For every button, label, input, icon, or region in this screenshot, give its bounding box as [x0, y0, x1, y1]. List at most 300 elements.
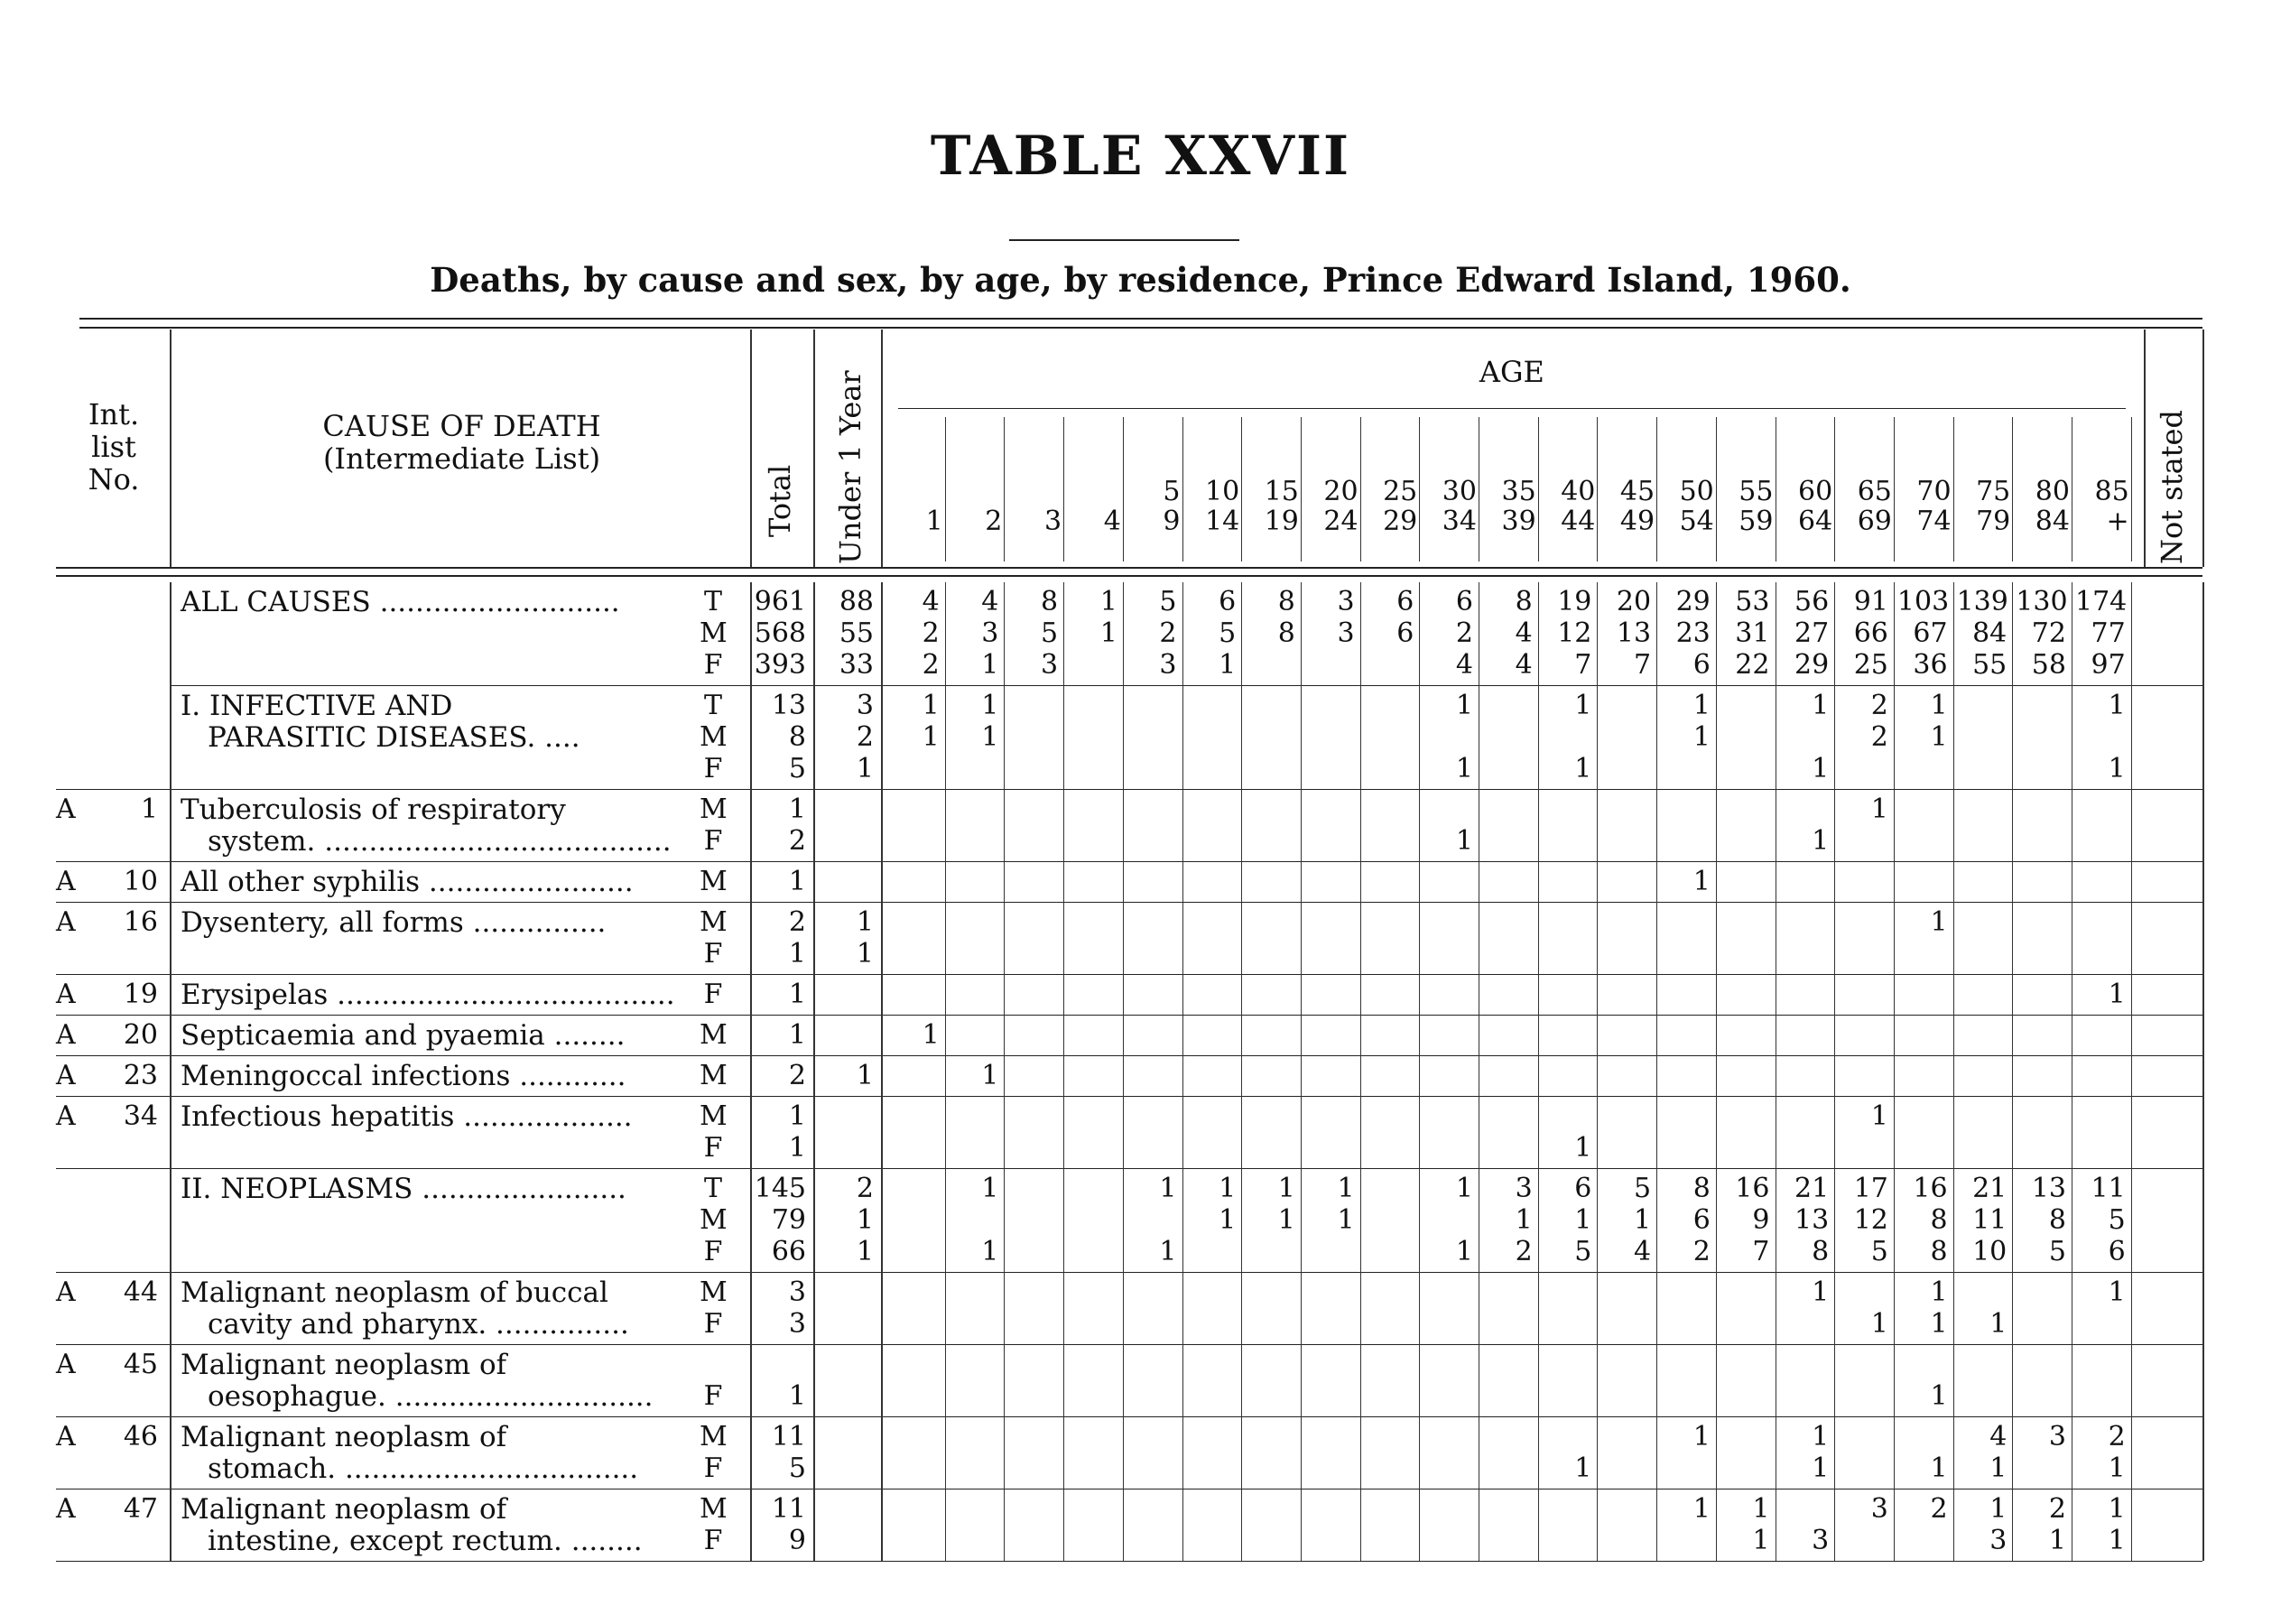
age-body-rule: [1123, 582, 1124, 1561]
age-value: 1: [1870, 1308, 1888, 1340]
row-separator: [172, 685, 2202, 686]
total-value: 1: [788, 1100, 806, 1132]
age-value: 1: [1870, 1100, 1888, 1132]
age-value: 1: [1337, 1204, 1355, 1236]
cause-of-death: Erysipelas ......................................: [181, 979, 675, 1011]
age-body-rule: [1419, 582, 1420, 1561]
age-value: 1: [1930, 690, 1948, 721]
cause-of-death: Dysentery, all forms ...............: [181, 906, 607, 939]
age-value: 2: [1515, 1236, 1533, 1267]
age-group-header: 80 84: [2035, 476, 2070, 537]
sex-code: M: [700, 1421, 728, 1452]
under-1-value: 55: [839, 617, 874, 649]
body-divider: [813, 582, 815, 1561]
header-divider: [2202, 329, 2204, 567]
total-value: 2: [788, 1060, 806, 1091]
int-list-letter: A: [56, 1493, 76, 1525]
age-value: 3: [1337, 586, 1355, 617]
age-value: 5: [1870, 1236, 1888, 1267]
age-value: 21: [1794, 1173, 1830, 1204]
row-separator: [56, 974, 2202, 975]
total-value: 568: [754, 617, 806, 649]
under-1-value: 3: [856, 690, 874, 721]
age-value: 1: [1812, 1421, 1830, 1452]
age-group-header: 35 39: [1501, 476, 1536, 537]
under-1-year-header: Under 1 Year: [833, 370, 867, 564]
row-separator: [56, 902, 2202, 903]
cause-of-death: II. NEOPLASMS .......................: [181, 1173, 626, 1205]
age-value: 174: [2075, 586, 2128, 617]
age-value: 6: [1574, 1173, 1592, 1204]
row-separator: [56, 1272, 2202, 1273]
age-column-rule: [1597, 417, 1598, 561]
age-value: 12: [1853, 1204, 1888, 1236]
age-value: 8: [1930, 1236, 1948, 1267]
age-value: 20: [1616, 586, 1652, 617]
total-value: 11: [771, 1421, 806, 1452]
sex-code: F: [703, 938, 723, 970]
cause-of-death: cavity and pharynx. ...............: [208, 1308, 629, 1341]
int-list-number: 1: [140, 793, 158, 825]
sex-code: F: [703, 753, 723, 784]
age-column-rule: [2131, 417, 2132, 561]
int-list-number: 34: [123, 1100, 158, 1132]
sex-code: T: [703, 1173, 722, 1204]
age-body-rule: [1538, 582, 1539, 1561]
age-value: 84: [1972, 617, 2007, 649]
age-group-header: 70 74: [1916, 476, 1952, 537]
age-value: 1: [1455, 690, 1473, 721]
age-value: 1: [1574, 1204, 1592, 1236]
int-list-number: 47: [123, 1493, 158, 1525]
age-value: 1: [1633, 1204, 1652, 1236]
age-value: 1: [922, 690, 940, 721]
int-list-number: 19: [123, 979, 158, 1010]
page-title: TABLE XXVII: [930, 125, 1351, 188]
age-value: 58: [2031, 649, 2066, 681]
row-separator: [56, 1015, 2202, 1016]
age-group-header: 65 69: [1857, 476, 1892, 537]
age-group-header: 25 29: [1383, 476, 1418, 537]
age-column-rule: [1004, 417, 1005, 561]
age-value: 1: [1930, 1452, 1948, 1484]
cause-of-death: Malignant neoplasm of: [181, 1349, 507, 1381]
age-value: 1: [1515, 1204, 1533, 1236]
age-value: 4: [981, 586, 999, 617]
age-value: 3: [1989, 1525, 2007, 1556]
age-value: 3: [1515, 1173, 1533, 1204]
age-column-rule: [1419, 417, 1420, 561]
age-value: 1: [2108, 753, 2126, 784]
age-value: 1: [1337, 1173, 1355, 1204]
age-value: 13: [1794, 1204, 1830, 1236]
age-body-rule: [2131, 582, 2132, 1561]
age-value: 17: [1853, 1173, 1888, 1204]
age-value: 5: [1633, 1173, 1652, 1204]
age-value: 1: [1812, 1276, 1830, 1308]
age-value: 5: [1574, 1236, 1592, 1267]
age-value: 7: [1574, 649, 1592, 681]
age-value: 6: [1396, 586, 1414, 617]
age-value: 1: [1692, 1421, 1711, 1452]
age-value: 1: [1930, 1380, 1948, 1412]
age-value: 8: [1930, 1204, 1948, 1236]
age-column-rule: [1301, 417, 1302, 561]
age-value: 12: [1557, 617, 1592, 649]
table-top-rule: [79, 318, 2202, 320]
age-body-rule: [1063, 582, 1064, 1561]
cause-header: CAUSE OF DEATH (Intermediate List): [322, 409, 601, 476]
age-value: 55: [1972, 649, 2007, 681]
total-value: 3: [788, 1308, 806, 1340]
age-value: 1: [1930, 721, 1948, 753]
total-value: 1: [788, 1380, 806, 1412]
total-value: 3: [788, 1276, 806, 1308]
age-value: 53: [1735, 586, 1770, 617]
cause-of-death: Tuberculosis of respiratory: [181, 793, 566, 826]
cause-of-death: ALL CAUSES ...........................: [181, 586, 620, 618]
age-body-rule: [1834, 582, 1835, 1561]
total-value: 8: [788, 721, 806, 753]
total-header: Total: [763, 464, 797, 537]
header-bottom-rule: [56, 567, 2202, 569]
age-column-rule: [1241, 417, 1242, 561]
age-value: 1: [1219, 1204, 1237, 1236]
age-column-rule: [1538, 417, 1539, 561]
age-group-header: 1: [925, 506, 943, 537]
age-value: 1: [1930, 1308, 1948, 1340]
age-value: 2: [922, 649, 940, 681]
age-value: 1: [922, 1019, 940, 1051]
age-value: 5: [2048, 1236, 2066, 1267]
age-value: 1: [2108, 1276, 2126, 1308]
age-value: 29: [1794, 649, 1830, 681]
sex-code: F: [703, 1525, 723, 1556]
age-value: 1: [2108, 979, 2126, 1010]
age-value: 1: [1692, 721, 1711, 753]
age-group-header: 3: [1043, 506, 1062, 537]
total-value: 9: [788, 1525, 806, 1556]
cause-of-death: Infectious hepatitis ...................: [181, 1100, 633, 1133]
under-1-value: 1: [856, 1236, 874, 1267]
age-value: 2: [1455, 617, 1473, 649]
age-value: 1: [981, 1173, 999, 1204]
sex-code: T: [703, 586, 722, 617]
age-value: 8: [1277, 617, 1295, 649]
age-value: 1: [1812, 690, 1830, 721]
row-separator: [56, 1561, 2202, 1562]
age-value: 11: [1972, 1204, 2007, 1236]
age-value: 5: [1159, 586, 1177, 617]
age-value: 1: [981, 1060, 999, 1091]
age-value: 11: [2091, 1173, 2126, 1204]
age-value: 1: [1930, 906, 1948, 938]
header-divider: [2144, 329, 2146, 567]
age-value: 27: [1794, 617, 1830, 649]
sex-code: F: [703, 1236, 723, 1267]
age-group-header: 15 19: [1264, 476, 1299, 537]
row-separator: [56, 789, 2202, 790]
age-value: 6: [1692, 1204, 1711, 1236]
age-value: 36: [1913, 649, 1948, 681]
total-value: 1: [788, 938, 806, 970]
age-value: 2: [2108, 1421, 2126, 1452]
title-rule: [1009, 239, 1239, 241]
age-body-rule: [945, 582, 946, 1561]
age-value: 1: [1574, 1452, 1592, 1484]
age-value: 1: [981, 1236, 999, 1267]
age-value: 1: [1574, 1132, 1592, 1164]
age-group-header: 75 79: [1976, 476, 2011, 537]
age-value: 2: [2048, 1493, 2066, 1525]
age-value: 1: [1989, 1452, 2007, 1484]
age-value: 1: [1812, 825, 1830, 857]
age-body-rule: [1597, 582, 1598, 1561]
int-list-number: 46: [123, 1421, 158, 1452]
sex-code: F: [703, 979, 723, 1010]
age-value: 1: [2108, 1525, 2126, 1556]
age-column-rule: [2012, 417, 2013, 561]
age-value: 2: [922, 617, 940, 649]
total-value: 393: [754, 649, 806, 681]
age-value: 5: [1040, 617, 1059, 649]
total-value: 11: [771, 1493, 806, 1525]
header-bottom-rule-2: [56, 575, 2202, 577]
age-value: 1: [2108, 1452, 2126, 1484]
age-value: 16: [1913, 1173, 1948, 1204]
int-list-letter: A: [56, 793, 76, 825]
age-value: 1: [2048, 1525, 2066, 1556]
row-separator: [56, 1096, 2202, 1097]
int-list-letter: A: [56, 866, 76, 897]
age-body-rule: [1004, 582, 1005, 1561]
age-column-rule: [1182, 417, 1183, 561]
cause-of-death: All other syphilis .......................: [181, 866, 634, 898]
row-separator: [56, 861, 2202, 862]
age-value: 1: [981, 649, 999, 681]
age-value: 56: [1794, 586, 1830, 617]
age-value: 103: [1896, 586, 1950, 617]
age-value: 1: [1989, 1308, 2007, 1340]
int-list-letter: A: [56, 1060, 76, 1091]
age-value: 1: [1692, 866, 1711, 897]
age-body-rule: [1656, 582, 1657, 1561]
age-value: 1: [922, 721, 940, 753]
sex-code: F: [703, 649, 723, 681]
age-group-header: 55 59: [1739, 476, 1774, 537]
age-value: 1: [2108, 1493, 2126, 1525]
sex-code: M: [700, 1060, 728, 1091]
int-list-letter: A: [56, 906, 76, 938]
row-separator: [56, 1168, 2202, 1169]
age-value: 1: [1099, 617, 1117, 649]
age-value: 1: [1159, 1173, 1177, 1204]
age-value: 1: [1455, 1173, 1473, 1204]
cause-of-death: Meningoccal infections ............: [181, 1060, 626, 1092]
sex-code: M: [700, 1493, 728, 1525]
age-column-rule: [1360, 417, 1361, 561]
age-value: 1: [1277, 1204, 1295, 1236]
total-value: 1: [788, 793, 806, 825]
age-value: 4: [1633, 1236, 1652, 1267]
age-column-rule: [945, 417, 946, 561]
cause-of-death: Malignant neoplasm of: [181, 1421, 507, 1453]
age-column-rule: [1716, 417, 1717, 561]
age-value: 8: [1515, 586, 1533, 617]
int-list-letter: A: [56, 1019, 76, 1051]
age-value: 1: [1159, 1236, 1177, 1267]
sex-code: F: [703, 825, 723, 857]
table-top-rule-2: [79, 327, 2202, 329]
age-value: 1: [1219, 1173, 1237, 1204]
total-value: 1: [788, 1132, 806, 1164]
total-value: 5: [788, 753, 806, 784]
header-divider: [813, 329, 815, 567]
age-value: 3: [2048, 1421, 2066, 1452]
age-value: 4: [1989, 1421, 2007, 1452]
total-value: 1: [788, 979, 806, 1010]
age-value: 91: [1853, 586, 1888, 617]
age-group-header: 20 24: [1323, 476, 1358, 537]
cause-of-death: oesophague. .............................: [208, 1380, 654, 1413]
body-divider: [170, 582, 172, 1561]
int-list-letter: A: [56, 1421, 76, 1452]
age-value: 1: [981, 690, 999, 721]
total-value: 1: [788, 866, 806, 897]
row-separator: [56, 1055, 2202, 1056]
sex-code: M: [700, 866, 728, 897]
age-header: AGE: [1479, 355, 1544, 389]
int-list-number: 45: [123, 1349, 158, 1380]
age-value: 1: [2108, 690, 2126, 721]
total-value: 2: [788, 825, 806, 857]
age-value: 2: [1870, 690, 1888, 721]
under-1-value: 1: [856, 1204, 874, 1236]
cause-of-death: Malignant neoplasm of: [181, 1493, 507, 1526]
age-value: 10: [1972, 1236, 2007, 1267]
age-column-rule: [1656, 417, 1657, 561]
age-body-rule: [1301, 582, 1302, 1561]
age-value: 139: [1956, 586, 2008, 617]
age-body-rule: [1894, 582, 1895, 1561]
sex-code: M: [700, 721, 728, 753]
body-divider: [881, 582, 883, 1561]
under-1-value: 2: [856, 721, 874, 753]
age-value: 9: [1752, 1204, 1770, 1236]
age-value: 6: [1396, 617, 1414, 649]
int-list-letter: A: [56, 1100, 76, 1132]
total-value: 79: [771, 1204, 806, 1236]
age-value: 8: [1040, 586, 1059, 617]
age-value: 1: [1455, 753, 1473, 784]
age-value: 1: [1574, 690, 1592, 721]
age-value: 3: [1337, 617, 1355, 649]
age-value: 130: [2016, 586, 2068, 617]
age-value: 1: [1574, 753, 1592, 784]
age-group-header: 10 14: [1205, 476, 1240, 537]
age-value: 7: [1752, 1236, 1770, 1267]
age-group-header: 2: [985, 506, 1003, 537]
age-value: 72: [2031, 617, 2066, 649]
total-value: 66: [771, 1236, 806, 1267]
age-value: 6: [2108, 1236, 2126, 1267]
sex-code: M: [700, 1276, 728, 1308]
age-value: 6: [1455, 586, 1473, 617]
age-value: 66: [1853, 617, 1888, 649]
age-value: 13: [2031, 1173, 2066, 1204]
under-1-value: 33: [839, 649, 874, 681]
age-value: 8: [1277, 586, 1295, 617]
under-1-value: 1: [856, 938, 874, 970]
age-value: 4: [1515, 649, 1533, 681]
age-column-rule: [1894, 417, 1895, 561]
cause-of-death: Septicaemia and pyaemia ........: [181, 1019, 626, 1052]
header-divider: [881, 329, 883, 567]
age-value: 4: [922, 586, 940, 617]
age-value: 1: [1455, 825, 1473, 857]
age-value: 31: [1735, 617, 1770, 649]
age-value: 25: [1853, 649, 1888, 681]
age-value: 5: [2108, 1204, 2126, 1236]
age-value: 8: [1692, 1173, 1711, 1204]
cause-of-death: I. INFECTIVE AND: [181, 690, 453, 722]
age-value: 1: [1099, 586, 1117, 617]
age-value: 8: [2048, 1204, 2066, 1236]
age-value: 23: [1675, 617, 1711, 649]
age-value: 1: [1870, 793, 1888, 825]
age-column-rule: [1953, 417, 1954, 561]
age-group-header: 50 54: [1679, 476, 1714, 537]
total-value: 1: [788, 1019, 806, 1051]
age-body-rule: [1716, 582, 1717, 1561]
under-1-value: 1: [856, 1060, 874, 1091]
under-1-value: 1: [856, 753, 874, 784]
sex-code: M: [700, 1019, 728, 1051]
age-value: 6: [1692, 649, 1711, 681]
cause-of-death: PARASITIC DISEASES. ....: [208, 721, 580, 754]
age-value: 19: [1557, 586, 1592, 617]
int-list-number: 23: [123, 1060, 158, 1091]
age-value: 1: [1455, 1236, 1473, 1267]
age-value: 1: [1989, 1493, 2007, 1525]
sex-code: F: [703, 1380, 723, 1412]
sex-code: M: [700, 906, 728, 938]
page-subtitle: Deaths, by cause and sex, by age, by residence, Prince Edward Island, 1960.: [430, 260, 1851, 300]
age-group-header: 30 34: [1442, 476, 1477, 537]
age-value: 67: [1913, 617, 1948, 649]
under-1-value: 2: [856, 1173, 874, 1204]
age-value: 29: [1675, 586, 1711, 617]
int-list-header: Int. list No.: [88, 397, 140, 496]
age-body-rule: [1953, 582, 1954, 1561]
total-value: 961: [754, 586, 806, 617]
sex-code: M: [700, 617, 728, 649]
age-body-rule: [1360, 582, 1361, 1561]
cause-of-death: system. .......................................: [208, 825, 672, 858]
age-value: 1: [1277, 1173, 1295, 1204]
age-value: 1: [1752, 1525, 1770, 1556]
age-value: 1: [1692, 1493, 1711, 1525]
age-value: 1: [1752, 1493, 1770, 1525]
age-value: 8: [1812, 1236, 1830, 1267]
not-stated-header: Not stated: [2154, 410, 2189, 564]
age-group-header: 85 +: [2094, 476, 2129, 537]
age-value: 1: [1219, 649, 1237, 681]
age-value: 1: [1812, 753, 1830, 784]
sex-code: F: [703, 1308, 723, 1340]
age-column-rule: [1834, 417, 1835, 561]
sex-code: F: [703, 1132, 723, 1164]
